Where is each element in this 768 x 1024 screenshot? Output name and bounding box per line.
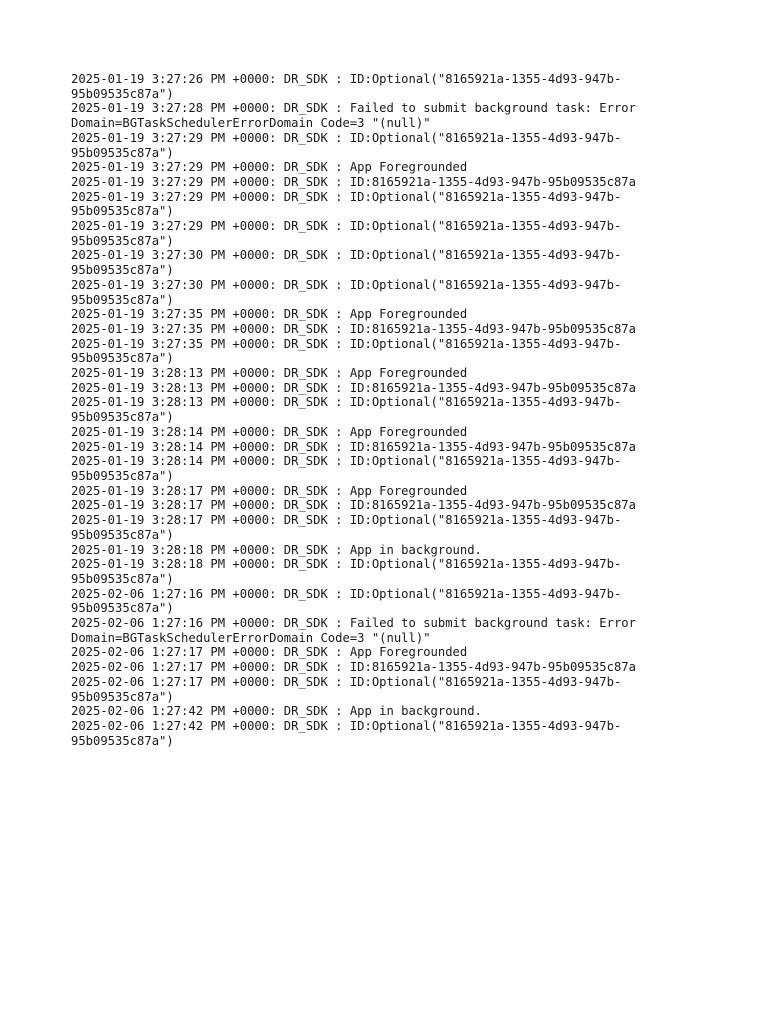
- log-line: 95b09535c87a"): [71, 86, 174, 101]
- log-line: 2025-02-06 1:27:16 PM +0000: DR_SDK : Failed to submit background task: Error: [71, 616, 636, 631]
- log-line: 2025-01-19 3:27:29 PM +0000: DR_SDK : ID:Optional("8165921a-1355-4d93-947b-: [71, 189, 622, 204]
- log-line: 2025-01-19 3:27:28 PM +0000: DR_SDK : Failed to submit background task: Error: [71, 101, 636, 116]
- log-line: 2025-01-19 3:28:13 PM +0000: DR_SDK : ID:Optional("8165921a-1355-4d93-947b-: [71, 395, 622, 410]
- log-line: 95b09535c87a"): [71, 351, 174, 366]
- log-line: 2025-01-19 3:28:17 PM +0000: DR_SDK : ID:8165921a-1355-4d93-947b-95b09535c87a: [71, 498, 636, 513]
- log-line: 95b09535c87a"): [71, 527, 174, 542]
- log-line: 2025-01-19 3:28:18 PM +0000: DR_SDK : ID:Optional("8165921a-1355-4d93-947b-: [71, 557, 622, 572]
- log-line: 95b09535c87a"): [71, 733, 174, 748]
- log-line: 2025-02-06 1:27:42 PM +0000: DR_SDK : App in background.: [71, 704, 482, 719]
- log-line: 2025-02-06 1:27:17 PM +0000: DR_SDK : App Foregrounded: [71, 645, 468, 660]
- log-line: 2025-01-19 3:28:14 PM +0000: DR_SDK : ID:Optional("8165921a-1355-4d93-947b-: [71, 454, 622, 469]
- log-line: Domain=BGTaskSchedulerErrorDomain Code=3 "(null)": [71, 630, 431, 645]
- log-text-block: [71, 72, 651, 748]
- log-line: 95b09535c87a"): [71, 292, 174, 307]
- log-line: 2025-01-19 3:28:13 PM +0000: DR_SDK : ID:8165921a-1355-4d93-947b-95b09535c87a: [71, 380, 636, 395]
- log-line: 2025-01-19 3:28:13 PM +0000: DR_SDK : App Foregrounded: [71, 366, 468, 381]
- log-line: 95b09535c87a"): [71, 689, 174, 704]
- log-line: 2025-01-19 3:27:26 PM +0000: DR_SDK : ID:Optional("8165921a-1355-4d93-947b-: [71, 72, 622, 86]
- log-line: 95b09535c87a"): [71, 410, 174, 425]
- log-line: 2025-01-19 3:28:18 PM +0000: DR_SDK : App in background.: [71, 542, 482, 557]
- log-line: 95b09535c87a"): [71, 571, 174, 586]
- log-line: 2025-01-19 3:27:30 PM +0000: DR_SDK : ID:Optional("8165921a-1355-4d93-947b-: [71, 248, 622, 263]
- log-line: 2025-01-19 3:27:29 PM +0000: DR_SDK : ID:Optional("8165921a-1355-4d93-947b-: [71, 130, 622, 145]
- log-line: 2025-01-19 3:28:14 PM +0000: DR_SDK : ID:8165921a-1355-4d93-947b-95b09535c87a: [71, 439, 636, 454]
- log-line: 2025-02-06 1:27:17 PM +0000: DR_SDK : ID:8165921a-1355-4d93-947b-95b09535c87a: [71, 660, 636, 675]
- log-line: 2025-01-19 3:27:29 PM +0000: DR_SDK : ID:8165921a-1355-4d93-947b-95b09535c87a: [71, 174, 636, 189]
- log-line: 2025-02-06 1:27:17 PM +0000: DR_SDK : ID:Optional("8165921a-1355-4d93-947b-: [71, 674, 622, 689]
- log-line: 2025-01-19 3:27:30 PM +0000: DR_SDK : ID:Optional("8165921a-1355-4d93-947b-: [71, 277, 622, 292]
- log-line: 2025-01-19 3:27:29 PM +0000: DR_SDK : ID:Optional("8165921a-1355-4d93-947b-: [71, 219, 622, 234]
- log-line: Domain=BGTaskSchedulerErrorDomain Code=3 "(null)": [71, 116, 431, 131]
- log-line: 95b09535c87a"): [71, 145, 174, 160]
- log-line: 2025-01-19 3:27:35 PM +0000: DR_SDK : ID:Optional("8165921a-1355-4d93-947b-: [71, 336, 622, 351]
- log-line: 2025-01-19 3:27:35 PM +0000: DR_SDK : ID:8165921a-1355-4d93-947b-95b09535c87a: [71, 321, 636, 336]
- log-line: 2025-01-19 3:28:17 PM +0000: DR_SDK : ID:Optional("8165921a-1355-4d93-947b-: [71, 513, 622, 528]
- log-line: 95b09535c87a"): [71, 263, 174, 278]
- log-line: 2025-01-19 3:27:35 PM +0000: DR_SDK : App Foregrounded: [71, 307, 468, 322]
- log-line: 95b09535c87a"): [71, 233, 174, 248]
- log-line: 2025-01-19 3:27:29 PM +0000: DR_SDK : App Foregrounded: [71, 160, 468, 175]
- log-line: 95b09535c87a"): [71, 601, 174, 616]
- log-line: 2025-01-19 3:28:14 PM +0000: DR_SDK : App Foregrounded: [71, 424, 468, 439]
- log-line: 95b09535c87a"): [71, 204, 174, 219]
- log-line: 2025-02-06 1:27:42 PM +0000: DR_SDK : ID:Optional("8165921a-1355-4d93-947b-: [71, 718, 622, 733]
- log-line: 2025-01-19 3:28:17 PM +0000: DR_SDK : App Foregrounded: [71, 483, 468, 498]
- log-line: 95b09535c87a"): [71, 468, 174, 483]
- log-line: 2025-02-06 1:27:16 PM +0000: DR_SDK : ID:Optional("8165921a-1355-4d93-947b-: [71, 586, 622, 601]
